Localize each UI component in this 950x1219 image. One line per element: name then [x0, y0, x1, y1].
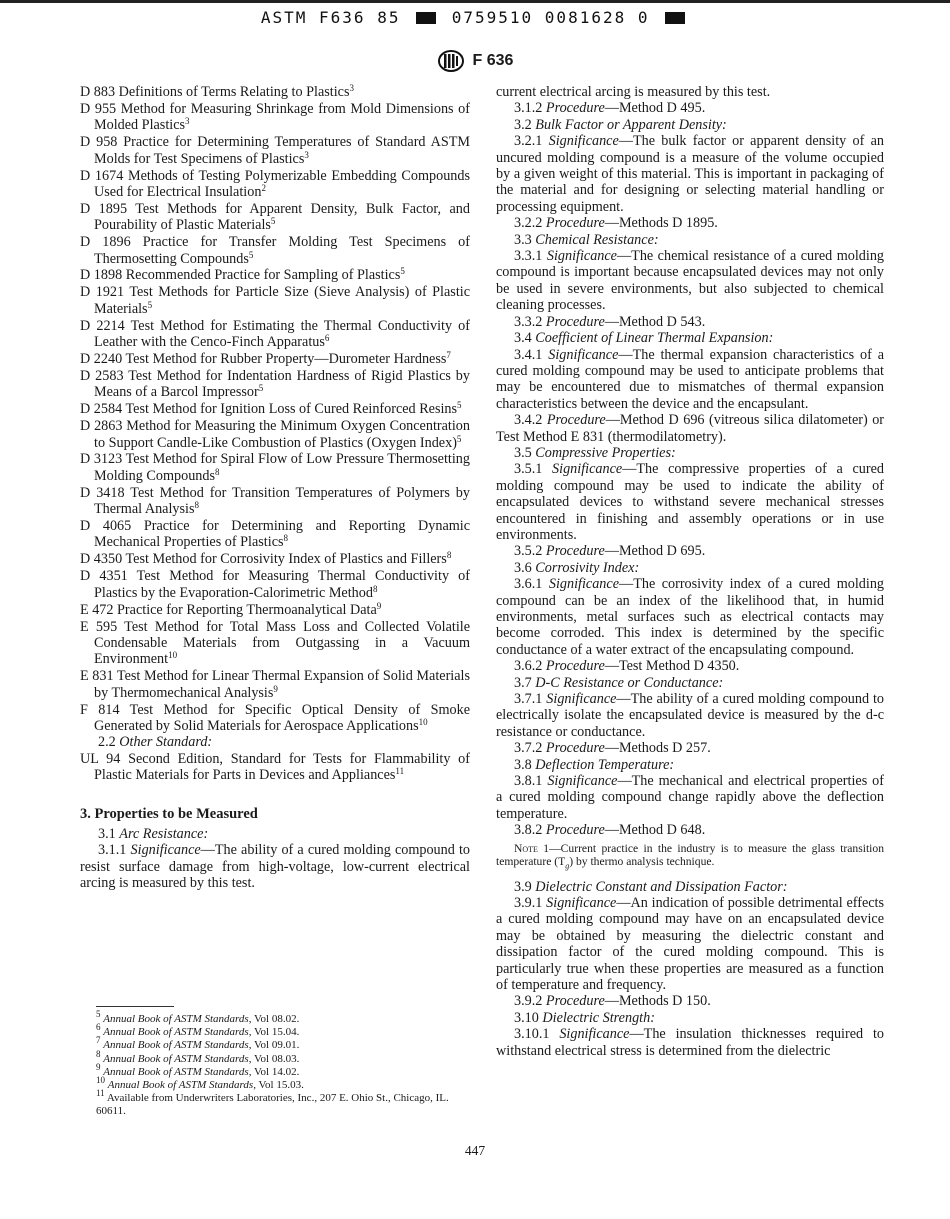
paragraph-label: Procedure: [546, 412, 606, 429]
reference-item: [80, 101, 470, 134]
reference-title: Test Method for Linear Thermal Expansion of Solid Materials by Thermomechanical Analysis: [94, 668, 470, 701]
paragraph-number: 3.3.2: [514, 313, 543, 330]
subsection-title: [496, 757, 884, 773]
black-block-icon: [416, 12, 436, 24]
footnote-volume: , Vol 08.02.: [248, 1013, 300, 1025]
paragraph-label: Procedure: [545, 993, 605, 1010]
paragraph-number: 3.4.2: [514, 412, 543, 429]
subsection-name: Bulk Factor or Apparent Density:: [535, 116, 727, 133]
note-tail: ) by thermo analysis technique.: [569, 855, 715, 869]
subsection-number: 3.10: [514, 1009, 539, 1026]
reference-id: D 955: [80, 100, 117, 117]
paragraph-label: Significance: [546, 248, 617, 265]
paragraph: 3.1.1 Significance—The ability of a cured molding compound to resist surface damage from high-voltage, low-current electrical arcing is measured by this test.: [80, 842, 471, 892]
paragraph-label: Significance: [547, 773, 618, 790]
reference-item: [80, 418, 470, 451]
subsection-title: [496, 879, 884, 895]
footnote-marker: 5: [400, 266, 405, 277]
section-three-continued: [496, 84, 884, 1059]
reference-id: D 2583: [80, 367, 124, 384]
paragraph-label: Procedure: [545, 658, 605, 675]
footnote-book: Annual Book of ASTM Standards: [103, 1065, 249, 1078]
procedure-paragraph: [496, 215, 884, 231]
subsection-title: [496, 675, 884, 691]
paragraph-text: —Methods D 1895.: [604, 215, 718, 232]
reference-title: Definitions of Terms Relating to Plastics: [118, 84, 350, 100]
paragraph-text: —Method D 695.: [604, 543, 706, 560]
reference-id: D 883: [80, 84, 116, 100]
reference-title: Test Method for Total Mass Loss and Collected Volatile Condensable Materials from Outgassing in a Vacuum Environment: [94, 618, 471, 668]
paragraph-label: Procedure: [545, 215, 605, 232]
document-code-mid: 0759510 0081628 0: [451, 8, 650, 27]
section-heading: 3. Properties to be Measured: [80, 805, 258, 822]
paragraph-text: —The mechanical and electrical properties of a cured molding compound change rapidly above the deflection temperature.: [496, 773, 884, 822]
significance-paragraph: [496, 895, 884, 993]
footnote-marker: 5: [248, 249, 254, 260]
footnote-marker: 6: [324, 333, 330, 344]
footnote-book: Annual Book of ASTM Standards: [103, 1013, 249, 1025]
footnote-item: [80, 1035, 470, 1052]
paragraph-number: 3.7.2: [514, 740, 543, 757]
footnote-item: [80, 1022, 470, 1039]
footnote-marker: 9: [273, 683, 278, 694]
footnote-marker: 10: [418, 716, 428, 727]
footnote-item: [80, 1061, 470, 1079]
footnote-marker: 2: [261, 182, 266, 193]
reference-title: Recommended Practice for Sampling of Plastics: [125, 267, 401, 284]
reference-item: [80, 284, 470, 317]
reference-item: [80, 451, 470, 484]
reference-item: [80, 518, 470, 551]
paragraph-text: —The ability of a cured molding compound to electrically isolate the encapsulated device is measured by the d-c resistance or conductance.: [496, 691, 885, 740]
reference-item: [80, 702, 470, 735]
significance-paragraph: [496, 461, 884, 543]
subsection-name: Chemical Resistance:: [535, 231, 659, 248]
footnote-marker: 10: [168, 650, 178, 661]
footnote-list: [80, 1009, 470, 1092]
reference-title: Test Methods for Particle Size (Sieve Analysis) of Plastic Materials: [94, 284, 470, 317]
footnote-marker: 5: [457, 400, 462, 411]
footnote-marker: 8: [283, 533, 289, 544]
paragraph-number: 3.9.2: [514, 993, 543, 1010]
reference-id: D 2214: [80, 317, 125, 334]
reference-item: [80, 668, 470, 701]
footnote-number: 8: [96, 1048, 101, 1059]
reference-title: Test Method for Rubber Property—Durometer Hardness: [125, 351, 447, 367]
reference-id: D 3123: [80, 451, 123, 468]
reference-item: [80, 234, 470, 267]
paragraph-number: 3.5.2: [514, 543, 543, 560]
paragraph-text: —The thermal expansion characteristics of a cured molding compound may be used to anticipate problems that may be encountered due to mismatches of thermal expansion characteristics between the device and the encapsulant.: [496, 346, 884, 412]
paragraph-label: Procedure: [545, 313, 605, 330]
reference-item: [80, 84, 470, 100]
reference-id: D 1674: [80, 167, 124, 184]
paragraph-number: 3.6.1: [514, 576, 543, 593]
footnote-marker: 5: [270, 216, 276, 227]
reference-title: Test Method for Transition Temperatures of Polymers by Thermal Analysis: [94, 484, 470, 518]
reference-id: D 1898: [80, 267, 123, 284]
subsection-number: 3.3: [514, 231, 532, 248]
reference-id: D 2863: [80, 418, 123, 435]
reference-title: Practice for Determining and Reporting Dynamic Mechanical Properties of Plastics: [94, 518, 471, 551]
subsection-number: 3.7: [514, 674, 532, 691]
paragraph-number: 3.7.1: [514, 691, 543, 708]
reference-title: Test Method for Indentation Hardness of Rigid Plastics by Means of a Barcol Impressor: [94, 367, 470, 401]
footnote-marker: 8: [194, 500, 199, 511]
footnote-book: Annual Book of ASTM Standards: [103, 1026, 249, 1039]
footnote-marker: 3: [185, 116, 190, 127]
subsection-title: [496, 330, 884, 346]
footnotes: [80, 1009, 470, 1119]
paragraph-number: 3.2.1: [514, 133, 543, 150]
subsection-name: Coefficient of Linear Thermal Expansion:: [535, 330, 774, 347]
paragraph-number: 3.5.1: [514, 461, 543, 478]
reference-item: [80, 551, 470, 567]
paragraph-text: —Method D 495.: [604, 100, 706, 117]
astm-logo-icon: [437, 50, 465, 72]
reference-id: D 4065: [80, 518, 132, 535]
subsection-number: 3.6: [514, 559, 532, 576]
subsection-name: Dielectric Constant and Dissipation Factor:: [535, 878, 788, 895]
reference-id: E 831: [80, 668, 114, 685]
footnote-number: 10: [96, 1075, 105, 1086]
paragraph-text: —Method D 648.: [604, 822, 706, 839]
reference-item: [80, 267, 470, 283]
footnote-rule: [96, 1006, 174, 1007]
left-column: [80, 84, 470, 892]
subsection-title: [496, 117, 884, 133]
subsection-number: 3.8: [514, 756, 532, 773]
paragraph-label: Significance: [548, 346, 619, 363]
footnote-item: [80, 1009, 470, 1026]
footnote-number: 5: [96, 1009, 101, 1019]
paragraph-number: 3.3.1: [514, 248, 543, 265]
reference-item: [80, 485, 470, 518]
paragraph-continuation: current electrical arcing is measured by this test.: [496, 84, 771, 100]
note-text: —Current practice in the industry is to measure the glass transition temperature (T: [496, 841, 884, 869]
subsection-name: Deflection Temperature:: [535, 756, 675, 773]
procedure-paragraph: [496, 822, 884, 838]
reference-id: D 3418: [80, 484, 125, 501]
subsection-name: Dielectric Strength:: [542, 1009, 655, 1026]
paragraph-text: —An indication of possible detrimental effects a cured molding compound may have on an encapsulated device may be obtained by measuring the dielectric constant and dissipation factor of the cured molding compound. This is particularly true when these properties are measured as a function of temperature and frequency.: [496, 895, 884, 994]
scan-border: [0, 0, 950, 3]
other-standard-subheading: 2.2 Other Standard:: [98, 734, 213, 751]
reference-title: Practice for Determining Temperatures of Standard ASTM Molds for Test Specimens of Plastics: [94, 134, 471, 167]
paragraph-label: Significance: [559, 1026, 630, 1043]
footnote-item: $^{11}$ Available from Underwriters Laboratories, Inc., 207 E. Ohio St., Chicago, IL. 60611.: [96, 1088, 449, 1118]
reference-title: Test Method for Estimating the Thermal Conductivity of Leather with the Cenco-Finch Apparatus: [94, 317, 470, 351]
subsection-title: [496, 445, 884, 461]
footnote-marker: 5: [258, 383, 264, 394]
reference-item: [80, 619, 470, 668]
paragraph-label: Procedure: [545, 740, 605, 757]
footnote-item: [80, 1075, 470, 1092]
paragraph-text: —Test Method D 4350.: [604, 658, 740, 675]
procedure-paragraph: [496, 993, 884, 1009]
subsection-number: 3.5: [514, 444, 532, 461]
footnote-marker: 3: [304, 149, 309, 160]
paragraph-number: 3.9.1: [514, 895, 543, 911]
reference-id: F 814: [80, 701, 120, 718]
reference-item: [80, 168, 470, 201]
subsection-name: D-C Resistance or Conductance:: [535, 674, 724, 691]
reference-id: E 595: [80, 618, 118, 635]
reference-id: D 2584: [80, 401, 123, 418]
paragraph-label: Significance: [552, 461, 623, 478]
footnote-marker: 5: [456, 433, 462, 444]
paragraph-number: 3.8.1: [514, 773, 543, 790]
significance-paragraph: [496, 1026, 884, 1059]
reference-id: D 1895: [80, 200, 128, 217]
reference-id: D 4351: [80, 568, 128, 585]
footnote-volume: , Vol 08.03.: [248, 1052, 300, 1065]
paragraph-label: Significance: [546, 895, 617, 911]
referenced-documents-list: [80, 84, 470, 734]
paragraph-number: 3.4.1: [514, 346, 543, 363]
paragraph-number: 3.2.2: [514, 215, 543, 232]
reference-item: UL 94 Second Edition, Standard for Tests for Flammability of Plastic Materials for Parts in Devices and Appliances$^{11}$: [80, 750, 471, 784]
subsection-number: 3.4: [514, 330, 532, 347]
reference-id: D 1921: [80, 284, 125, 301]
reference-item: [80, 401, 470, 417]
procedure-paragraph: [496, 314, 884, 330]
paragraph-text: —Methods D 257.: [604, 740, 711, 757]
reference-item: [80, 351, 470, 367]
footnote-volume: , Vol 14.02.: [248, 1065, 300, 1078]
reference-title: Test Method for Ignition Loss of Cured Reinforced Resins: [125, 401, 458, 418]
reference-title: Test Method for Measuring Thermal Conductivity of Plastics by the Evaporation-Calorimetric Method: [94, 568, 470, 601]
designation-number: F 636: [472, 52, 514, 69]
reference-id: D 958: [80, 134, 118, 151]
paragraph-label: Significance: [546, 691, 617, 708]
subsection-name: Compressive Properties:: [535, 444, 676, 461]
procedure-paragraph: [496, 100, 884, 116]
footnote-marker: 3: [349, 83, 354, 93]
procedure-paragraph: [496, 740, 884, 756]
paragraph-label: Procedure: [545, 543, 605, 560]
footnote-number: 7: [96, 1035, 101, 1046]
footnote-marker: 9: [376, 600, 382, 611]
subsection-title: 3.1 Arc Resistance:: [98, 825, 209, 842]
footnote-number: 6: [96, 1022, 101, 1033]
right-column: [496, 84, 884, 1059]
reference-title: Test Method for Specific Optical Density of Smoke Generated by Solid Materials for Aerospace Applications: [94, 701, 470, 734]
reference-title: Practice for Transfer Molding Test Specimens of Thermosetting Compounds: [94, 234, 470, 267]
footnote-book: Annual Book of ASTM Standards: [103, 1039, 249, 1052]
procedure-paragraph: [496, 658, 884, 674]
reference-title: Practice for Reporting Thermoanalytical Data: [117, 601, 377, 618]
reference-id: D 1896: [80, 234, 131, 251]
reference-item: [80, 568, 470, 601]
paragraph-text: —The compressive properties of a cured molding compound may be used to indicate the ability of encapsulated devices to withstand severe mechanical stresses encountered in finishing and assembly operations or in use environments.: [496, 461, 885, 543]
paragraph-label: Significance: [548, 133, 619, 150]
reference-id: D 2240: [80, 351, 123, 367]
page-number: 447: [464, 1143, 486, 1158]
reference-title: Method for Measuring the Minimum Oxygen Concentration to Support Candle-Like Combustion of Plastics (Oxygen Index): [94, 418, 470, 451]
significance-paragraph: [496, 691, 884, 740]
reference-id: D 4350: [80, 551, 123, 568]
paragraph-number: 3.10.1: [514, 1026, 550, 1043]
note: [496, 842, 884, 874]
procedure-paragraph: [496, 412, 884, 445]
paragraph-text: —Method D 696 (vitreous silica dilatometer) or Test Method E 831 (thermodilatometry).: [496, 412, 885, 445]
black-block-icon: [665, 12, 685, 24]
significance-paragraph: [496, 576, 884, 658]
reference-title: Methods of Testing Polymerizable Embedding Compounds Used for Electrical Insulation: [94, 167, 471, 200]
footnote-book: Annual Book of ASTM Standards: [103, 1052, 249, 1065]
reference-item: [80, 368, 470, 401]
significance-paragraph: [496, 133, 884, 215]
note-subscript: g: [565, 861, 570, 871]
subsection-number: 3.9: [514, 878, 532, 895]
footnote-volume: , Vol 15.04.: [248, 1026, 300, 1039]
footnote-marker: 8: [372, 583, 378, 594]
reference-title: Test Methods for Apparent Density, Bulk Factor, and Pourability of Plastic Materials: [94, 200, 470, 234]
reference-item: [80, 201, 470, 234]
subsection-number: 3.2: [514, 116, 532, 133]
document-code-bar: [0, 8, 950, 27]
reference-title: Test Method for Corrosivity Index of Plastics and Fillers: [125, 551, 447, 568]
reference-item: [80, 602, 470, 618]
paragraph-text: —Methods D 150.: [604, 993, 711, 1010]
subsection-name: Corrosivity Index:: [535, 559, 640, 576]
footnote-marker: 8: [215, 466, 220, 477]
footnote-marker: 5: [147, 299, 153, 310]
footnote-number: 9: [96, 1061, 101, 1072]
note-label: Note 1: [514, 841, 550, 855]
document-code-left: ASTM F636 85: [260, 8, 401, 27]
significance-paragraph: [496, 347, 884, 413]
paragraph-text: —The insulation thicknesses required to withstand electrical stress is determined from the dielectric: [496, 1026, 884, 1059]
footnote-marker: 8: [446, 550, 452, 561]
reference-item: [80, 134, 470, 167]
paragraph-label: Procedure: [545, 822, 605, 839]
reference-title: Method for Measuring Shrinkage from Mold Dimensions of Molded Plastics: [94, 100, 471, 134]
footnote-marker: 7: [446, 350, 451, 360]
paragraph-text: —The corrosivity index of a cured molding compound can be an index of the likelihood that, in humid environments, metal surfaces such as electrical contacts may become corroded. This index is determined by the specific conductance of a water extract of the encapsulating compound.: [496, 576, 885, 658]
reference-title: Test Method for Spiral Flow of Low Pressure Thermosetting Molding Compounds: [94, 451, 470, 484]
reference-id: E 472: [80, 601, 114, 618]
significance-paragraph: [496, 773, 884, 822]
paragraph-label: Procedure: [545, 100, 605, 117]
paragraph-text: —Method D 543.: [604, 313, 706, 330]
paragraph-text: —The chemical resistance of a cured molding compound is important because encapsulated devices may not only be used in severe environments, but also subjected to chemical cleaning processes.: [496, 248, 885, 314]
paragraph-label: Significance: [548, 576, 619, 593]
subsection-title: [496, 560, 884, 576]
significance-paragraph: [496, 248, 884, 314]
procedure-paragraph: [496, 543, 884, 559]
paragraph-number: 3.6.2: [514, 658, 543, 675]
footnote-item: [80, 1048, 470, 1066]
footnote-volume: , Vol 15.03.: [253, 1079, 304, 1092]
subsection-title: [496, 1010, 884, 1026]
subsection-title: [496, 232, 884, 248]
footnote-book: Annual Book of ASTM Standards: [107, 1079, 254, 1092]
paragraph-text: —The bulk factor or apparent density of an uncured molding compound is a measure of the volume occupied by a given weight of this material. This is important in packaging of the material and for designing or selecting material handling or processing equipment.: [496, 133, 884, 215]
paragraph-number: 3.1.2: [514, 100, 543, 117]
designation-header: [0, 50, 950, 72]
reference-item: [80, 318, 470, 351]
paragraph-number: 3.8.2: [514, 822, 543, 839]
footnote-volume: , Vol 09.01.: [248, 1039, 300, 1052]
